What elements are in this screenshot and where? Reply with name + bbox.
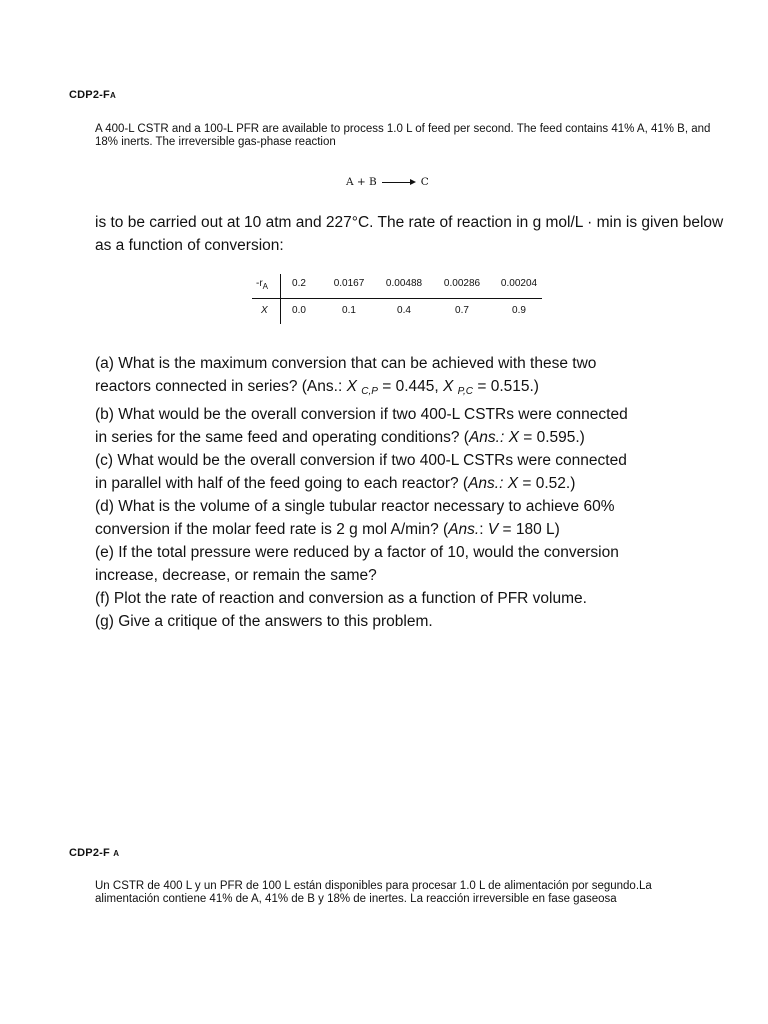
heading-text: CDP2-F xyxy=(69,847,110,859)
answer-label: Ans.: X xyxy=(468,475,519,492)
table-cell: 0.0 xyxy=(292,305,306,316)
table-cell: 0.0167 xyxy=(333,278,365,289)
questions-block xyxy=(95,352,725,633)
question-c-line2 xyxy=(95,472,725,495)
heading-subscript: A xyxy=(113,849,120,858)
table-cell: 0.7 xyxy=(455,305,469,316)
question-d-line2 xyxy=(95,518,725,541)
question-c-line1: (c) What would be the overall conversion if two 400-L CSTRs were connected xyxy=(95,452,627,469)
rate-label-text: -r xyxy=(256,278,263,289)
rate-label-subscript: A xyxy=(262,282,269,291)
text: in parallel with half of the feed going to each reactor? ( xyxy=(95,475,469,492)
text: : xyxy=(479,521,488,538)
question-b-line2 xyxy=(95,426,725,449)
reaction-rhs: C xyxy=(420,176,429,188)
section1-intro: A 400-L CSTR and a 100-L PFR are available to process 1.0 L of feed per second. The feed contains 41% A, 41% B, and 18% inerts. The irreversible gas-phase reaction xyxy=(95,123,711,148)
section2-intro: Un CSTR de 400 L y un PFR de 100 L están disponibles para procesar 1.0 L de alimentación por segundo.La alimentación contiene 41% de A, 41% de B y 18% de inertes. La reacción irreversible en fase gaseosa xyxy=(95,880,652,905)
question-e-line1: (e) If the total pressure were reduced by a factor of 10, would the conversion xyxy=(95,544,619,561)
text: = 0.515.) xyxy=(473,378,539,395)
text: = 0.52.) xyxy=(518,475,576,492)
reaction-equation xyxy=(346,176,429,188)
question-a-line2 xyxy=(95,375,725,403)
question-a-line1: (a) What is the maximum conversion that can be achieved with these two xyxy=(95,355,597,372)
table-cell: 0.00204 xyxy=(500,278,538,289)
text: in series for the same feed and operating conditions? ( xyxy=(95,429,469,446)
var-v: V xyxy=(487,521,499,538)
table-horizontal-divider xyxy=(252,298,542,299)
section1-heading xyxy=(69,89,116,101)
table-cell: 0.00286 xyxy=(443,278,481,289)
subscript: C,P xyxy=(361,386,378,397)
text: = 0.445, xyxy=(377,378,443,395)
text: = 0.595.) xyxy=(518,429,585,446)
section2-heading xyxy=(69,847,119,859)
section1-statement: is to be carried out at 10 atm and 227°C. The rate of reaction in g mol/L · min is given below as a function of conversion: xyxy=(95,214,724,254)
question-g: (g) Give a critique of the answers to this problem. xyxy=(95,613,433,630)
table-cell: 0.1 xyxy=(342,305,356,316)
heading-text: CDP2-F xyxy=(69,89,110,101)
table-cell: 0.4 xyxy=(397,305,411,316)
question-f: (f) Plot the rate of reaction and conversion as a function of PFR volume. xyxy=(95,590,587,607)
question-b-line1: (b) What would be the overall conversion if two 400-L CSTRs were connected xyxy=(95,406,628,423)
answer-label: Ans.: X xyxy=(468,429,519,446)
var-x: X xyxy=(442,378,454,395)
answer-label: Ans. xyxy=(448,521,480,538)
text: = 180 L) xyxy=(498,521,560,538)
table-row-conversion xyxy=(252,305,542,325)
conversion-label: X xyxy=(261,305,268,316)
reaction-arrow-icon xyxy=(382,178,416,186)
heading-subscript: A xyxy=(109,91,116,100)
question-d-line1: (d) What is the volume of a single tubular reactor necessary to achieve 60% xyxy=(95,498,615,515)
table-cell: 0.00488 xyxy=(385,278,423,289)
reaction-lhs: A + B xyxy=(346,176,377,188)
table-cell: 0.2 xyxy=(292,278,306,289)
var-x: X xyxy=(346,378,357,395)
question-e-line2: increase, decrease, or remain the same? xyxy=(95,567,377,584)
table-row-rate xyxy=(252,278,542,298)
text: reactors connected in series? (Ans.: xyxy=(95,378,347,395)
subscript: P,C xyxy=(457,386,474,397)
rate-conversion-table xyxy=(252,274,542,324)
table-cell: 0.9 xyxy=(512,305,526,316)
text: conversion if the molar feed rate is 2 g mol A/min? ( xyxy=(95,521,449,538)
